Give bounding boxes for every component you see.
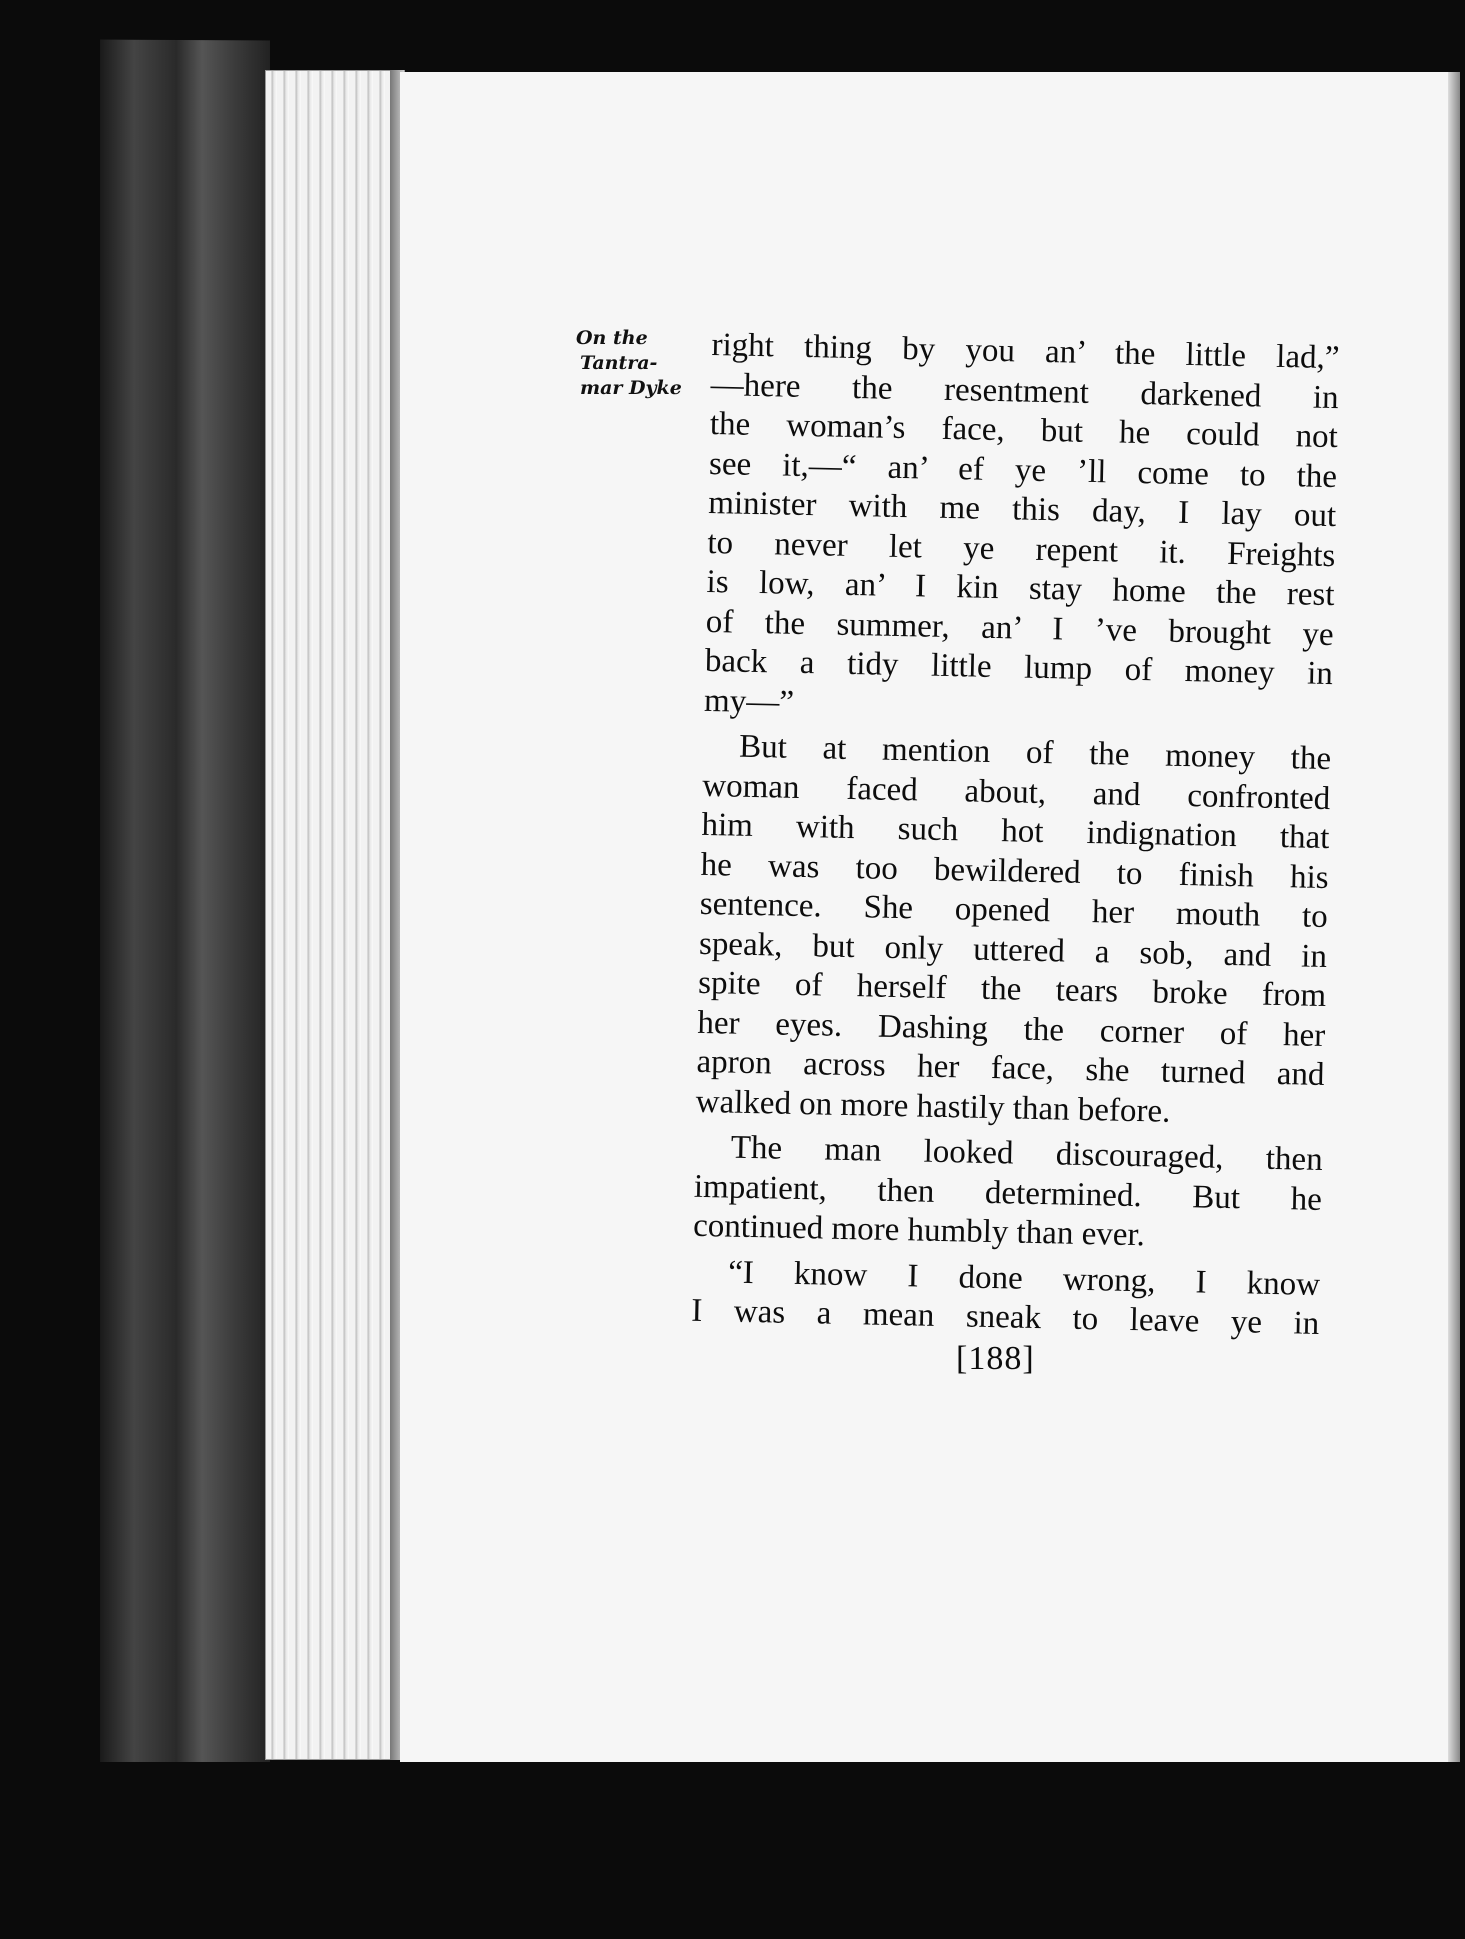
text-line: —here the resentment darkened in xyxy=(710,366,1340,416)
text-line: her eyes. Dashing the corner of her xyxy=(697,1004,1326,1054)
text-line: see it,—“ an’ ef ye ’ll come to the xyxy=(708,445,1338,495)
page-body-text xyxy=(691,326,1340,1344)
text-line: to never let ye repent it. Freights xyxy=(707,524,1336,574)
page-number: [188] xyxy=(956,1340,1035,1377)
margin-head-line: On the xyxy=(576,327,648,349)
text-line: apron across her face, she turned and xyxy=(696,1043,1325,1093)
paragraph-first-line: But at mention of the money the xyxy=(738,728,1332,778)
page-right-edge xyxy=(1448,72,1460,1762)
text-line: of the summer, an’ I ’ve brought ye xyxy=(705,603,1335,653)
stacked-page-edges xyxy=(265,70,405,1760)
text-line: woman faced about, and confronted xyxy=(702,767,1331,817)
text-line: my—” xyxy=(703,682,795,721)
text-line: right thing by you an’ the little lad,” xyxy=(711,326,1340,377)
text-line: spite of herself the tears broke from xyxy=(697,964,1327,1015)
text-line: I was a mean sneak to leave ye in xyxy=(690,1292,1320,1342)
margin-head-line: mar Dyke xyxy=(580,377,682,399)
scan-background-bottom xyxy=(0,1762,1465,1939)
text-line: the woman’s face, but he could not xyxy=(709,405,1339,456)
text-line: impatient, then determined. But he xyxy=(693,1168,1323,1218)
text-line: walked on more hastily than before. xyxy=(695,1083,1171,1130)
text-line: back a tidy little lump of money in xyxy=(704,642,1334,693)
text-line: minister with me this day, I lay out xyxy=(707,484,1337,535)
text-line: he was too bewildered to finish his xyxy=(700,846,1329,896)
paragraph-first-line: The man looked discouraged, then xyxy=(730,1129,1324,1178)
margin-head-line: Tantra- xyxy=(580,352,658,374)
book-cover-edge xyxy=(100,40,270,1791)
paragraph-first-line: “I know I done wrong, I know xyxy=(727,1254,1321,1303)
text-line: sentence. She opened her mouth to xyxy=(699,885,1329,936)
text-line: continued more humbly than ever. xyxy=(692,1207,1146,1254)
text-line: is low, an’ I kin stay home the rest xyxy=(706,563,1335,614)
text-line: him with such hot indignation that xyxy=(701,806,1330,857)
margin-running-head xyxy=(576,326,691,401)
text-line: speak, but only uttered a sob, and in xyxy=(698,925,1328,975)
